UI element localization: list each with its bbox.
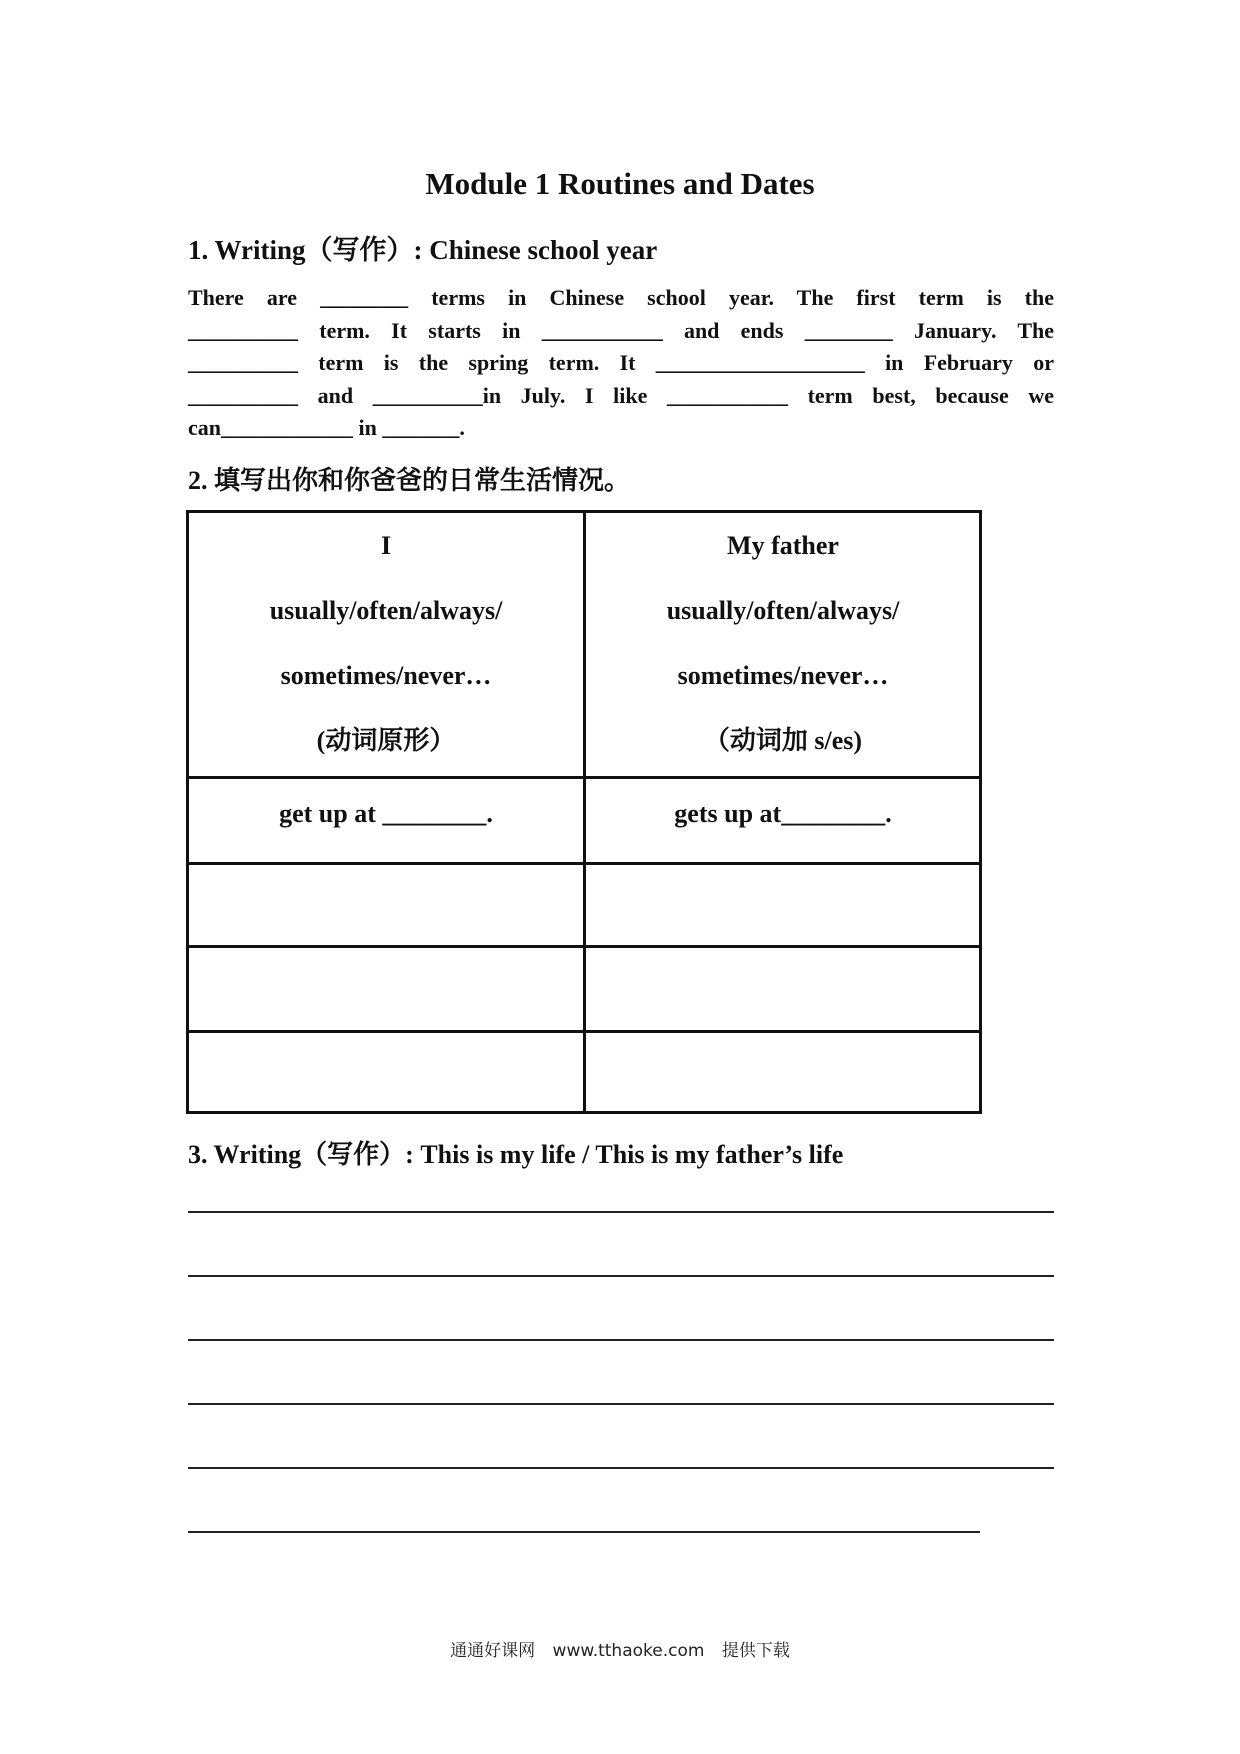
- table-cell: get up at ________.: [279, 799, 493, 828]
- table-cell: gets up at________.: [674, 799, 892, 828]
- header-line: usually/often/always/: [666, 596, 900, 625]
- paragraph-line: __________ term is the spring term. It ___________________ in February or: [188, 350, 1054, 375]
- paragraph-line: __________ and __________in July. I like ___________ term best, because we: [188, 382, 1054, 408]
- table-header-my-father: [586, 513, 980, 773]
- footer: [0, 1636, 1240, 1661]
- paragraph-line: There are ________ terms in Chinese school year. The first term is the: [188, 285, 1054, 310]
- section1-paragraph: [188, 282, 1054, 445]
- table-divider: [189, 776, 979, 779]
- writing-line[interactable]: [188, 1403, 1054, 1405]
- header-line: usually/often/always/: [269, 596, 503, 625]
- section2-heading: 2. 填写出你和你爸爸的日常生活情况。: [188, 466, 631, 495]
- routine-table: [186, 510, 982, 1114]
- header-line: sometimes/never…: [677, 661, 889, 690]
- writing-line[interactable]: [188, 1339, 1054, 1341]
- writing-line[interactable]: [188, 1531, 980, 1533]
- page-title: Module 1 Routines and Dates: [425, 166, 815, 201]
- footer-suffix: 提供下载: [721, 1641, 790, 1661]
- section3-heading: 3. Writing（写作）: This is my life / This is my father’s life: [188, 1140, 844, 1169]
- header-line: I: [380, 531, 392, 560]
- header-line: （动词加 s/es): [703, 726, 863, 755]
- header-line: My father: [727, 531, 839, 560]
- table-divider: [189, 945, 979, 948]
- header-line: (动词原形）: [316, 726, 456, 755]
- table-divider: [189, 1030, 979, 1033]
- writing-line[interactable]: [188, 1275, 1054, 1277]
- writing-line[interactable]: [188, 1211, 1054, 1213]
- table-divider: [189, 862, 979, 865]
- writing-line[interactable]: [188, 1467, 1054, 1469]
- table-header-i: [189, 513, 583, 773]
- paragraph-line: __________ term. It starts in ___________ and ends ________ January. The: [188, 317, 1054, 343]
- paragraph-line: can____________ in _______.: [188, 415, 465, 440]
- footer-site-name: 通通好课网: [450, 1641, 536, 1661]
- section1-heading: 1. Writing（写作）: Chinese school year: [188, 235, 658, 265]
- footer-url[interactable]: www.tthaoke.com: [552, 1641, 705, 1661]
- header-line: sometimes/never…: [280, 661, 492, 690]
